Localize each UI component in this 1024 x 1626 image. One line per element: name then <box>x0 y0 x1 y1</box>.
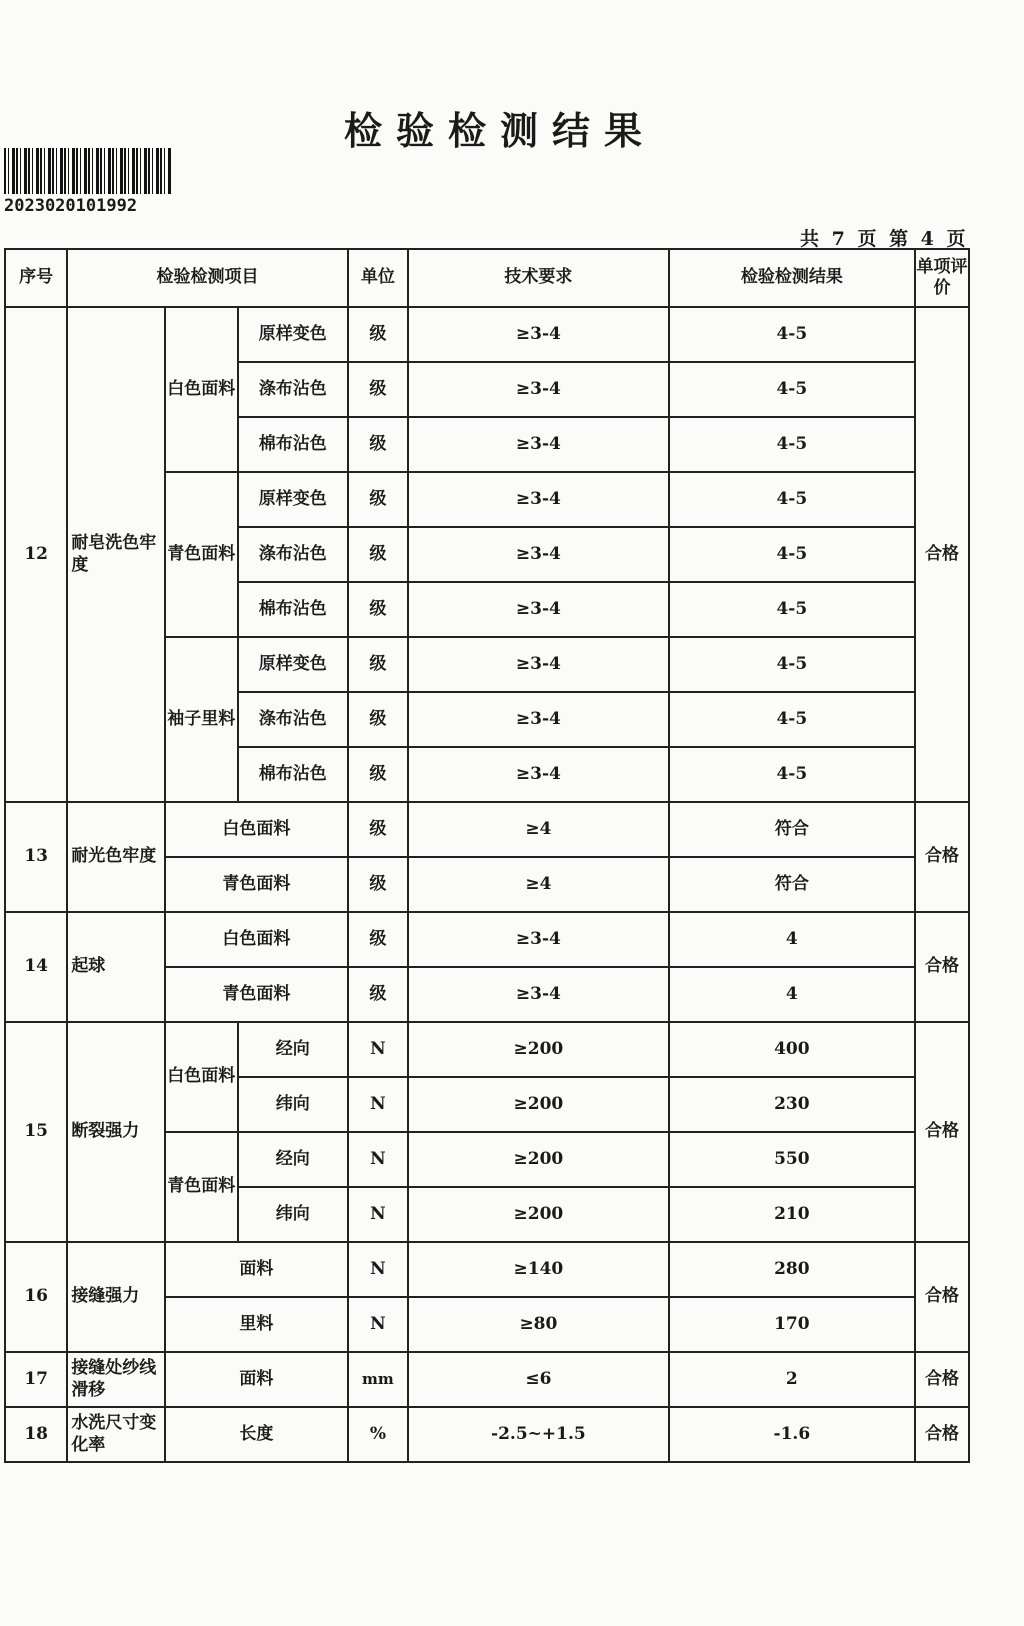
seq-cell: 16 <box>5 1242 67 1352</box>
result-cell: 4 <box>669 912 915 967</box>
requirement-cell: ≥200 <box>408 1077 669 1132</box>
requirement-cell: ≥3-4 <box>408 692 669 747</box>
header-seq: 序号 <box>5 249 67 307</box>
result-cell: 4-5 <box>669 472 915 527</box>
barcode-icon <box>4 148 172 194</box>
unit-cell: 级 <box>348 802 408 857</box>
unit-cell: 级 <box>348 362 408 417</box>
unit-cell: 级 <box>348 637 408 692</box>
unit-cell: 级 <box>348 692 408 747</box>
sub-item-cell: 面料 <box>165 1242 348 1297</box>
group-cell: 白色面料 <box>165 1022 238 1132</box>
result-cell: 400 <box>669 1022 915 1077</box>
unit-cell: mm <box>348 1352 408 1407</box>
table-row <box>5 1407 969 1462</box>
seq-cell: 18 <box>5 1407 67 1462</box>
unit-cell: 级 <box>348 472 408 527</box>
requirement-cell: ≥3-4 <box>408 967 669 1022</box>
barcode-number: 2023020101992 <box>4 196 138 216</box>
group-cell: 袖子里料 <box>165 637 238 802</box>
result-cell: 4-5 <box>669 692 915 747</box>
results-table <box>4 248 970 1463</box>
sub-item-cell: 长度 <box>165 1407 348 1462</box>
sub-item-cell: 涤布沾色 <box>238 692 348 747</box>
unit-cell: 级 <box>348 417 408 472</box>
sub-item-cell: 原样变色 <box>238 637 348 692</box>
item-cell: 接缝处纱线滑移 <box>67 1352 165 1407</box>
seq-cell: 14 <box>5 912 67 1022</box>
item-cell: 耐皂洗色牢度 <box>67 307 165 802</box>
item-cell: 起球 <box>67 912 165 1022</box>
result-cell: 4-5 <box>669 527 915 582</box>
result-cell: 4-5 <box>669 417 915 472</box>
table-row <box>5 307 969 362</box>
seq-cell: 17 <box>5 1352 67 1407</box>
requirement-cell: ≥200 <box>408 1187 669 1242</box>
requirement-cell: ≥4 <box>408 802 669 857</box>
seq-cell: 12 <box>5 307 67 802</box>
sub-item-cell: 纬向 <box>238 1187 348 1242</box>
result-cell: 符合 <box>669 802 915 857</box>
sub-item-cell: 白色面料 <box>165 912 348 967</box>
sub-item-cell: 青色面料 <box>165 967 348 1022</box>
table-row <box>5 1352 969 1407</box>
result-cell: 4 <box>669 967 915 1022</box>
requirement-cell: ≥4 <box>408 857 669 912</box>
requirement-cell: ≥3-4 <box>408 307 669 362</box>
header-item: 检验检测项目 <box>67 249 347 307</box>
unit-cell: N <box>348 1187 408 1242</box>
page-info: 共 7 页 第 4 页 <box>800 228 969 250</box>
group-cell: 青色面料 <box>165 1132 238 1242</box>
sub-item-cell: 里料 <box>165 1297 348 1352</box>
requirement-cell: ≥200 <box>408 1132 669 1187</box>
result-cell: 4-5 <box>669 747 915 802</box>
sub-item-cell: 经向 <box>238 1132 348 1187</box>
unit-cell: 级 <box>348 747 408 802</box>
requirement-cell: ≥200 <box>408 1022 669 1077</box>
result-cell: 280 <box>669 1242 915 1297</box>
requirement-cell: ≥3-4 <box>408 472 669 527</box>
seq-cell: 15 <box>5 1022 67 1242</box>
sub-item-cell: 青色面料 <box>165 857 348 912</box>
evaluation-cell: 合格 <box>915 307 969 802</box>
evaluation-cell: 合格 <box>915 912 969 1022</box>
table-row <box>5 802 969 857</box>
sub-item-cell: 涤布沾色 <box>238 527 348 582</box>
requirement-cell: ≥140 <box>408 1242 669 1297</box>
unit-cell: % <box>348 1407 408 1462</box>
result-cell: 符合 <box>669 857 915 912</box>
requirement-cell: ≥3-4 <box>408 417 669 472</box>
evaluation-cell: 合格 <box>915 1352 969 1407</box>
page-title: 检验检测结果 <box>343 108 656 153</box>
unit-cell: 级 <box>348 527 408 582</box>
header-evaluation: 单项评价 <box>915 249 969 307</box>
result-cell: 2 <box>669 1352 915 1407</box>
sub-item-cell: 涤布沾色 <box>238 362 348 417</box>
table-row <box>5 1242 969 1297</box>
result-cell: 230 <box>669 1077 915 1132</box>
result-cell: -1.6 <box>669 1407 915 1462</box>
requirement-cell: ≥3-4 <box>408 637 669 692</box>
result-cell: 4-5 <box>669 307 915 362</box>
unit-cell: N <box>348 1297 408 1352</box>
table-row <box>5 912 969 967</box>
unit-cell: N <box>348 1242 408 1297</box>
sub-item-cell: 纬向 <box>238 1077 348 1132</box>
evaluation-cell: 合格 <box>915 1022 969 1242</box>
requirement-cell: ≥3-4 <box>408 527 669 582</box>
unit-cell: 级 <box>348 967 408 1022</box>
sub-item-cell: 棉布沾色 <box>238 582 348 637</box>
item-cell: 断裂强力 <box>67 1022 165 1242</box>
requirement-cell: ≥3-4 <box>408 362 669 417</box>
evaluation-cell: 合格 <box>915 802 969 912</box>
unit-cell: 级 <box>348 307 408 362</box>
group-cell: 青色面料 <box>165 472 238 637</box>
result-cell: 170 <box>669 1297 915 1352</box>
requirement-cell: ≥80 <box>408 1297 669 1352</box>
result-cell: 210 <box>669 1187 915 1242</box>
sub-item-cell: 经向 <box>238 1022 348 1077</box>
sub-item-cell: 面料 <box>165 1352 348 1407</box>
requirement-cell: ≥3-4 <box>408 912 669 967</box>
evaluation-cell: 合格 <box>915 1407 969 1462</box>
table-row <box>5 1022 969 1077</box>
requirement-cell: -2.5~+1.5 <box>408 1407 669 1462</box>
table-header-row <box>5 249 969 307</box>
item-cell: 接缝强力 <box>67 1242 165 1352</box>
result-cell: 4-5 <box>669 582 915 637</box>
unit-cell: 级 <box>348 582 408 637</box>
header-result: 检验检测结果 <box>669 249 915 307</box>
unit-cell: 级 <box>348 912 408 967</box>
sub-item-cell: 白色面料 <box>165 802 348 857</box>
item-cell: 耐光色牢度 <box>67 802 165 912</box>
sub-item-cell: 原样变色 <box>238 307 348 362</box>
unit-cell: 级 <box>348 857 408 912</box>
result-cell: 4-5 <box>669 362 915 417</box>
item-cell: 水洗尺寸变化率 <box>67 1407 165 1462</box>
header-requirement: 技术要求 <box>408 249 669 307</box>
header-unit: 单位 <box>348 249 408 307</box>
sub-item-cell: 棉布沾色 <box>238 417 348 472</box>
result-cell: 550 <box>669 1132 915 1187</box>
evaluation-cell: 合格 <box>915 1242 969 1352</box>
requirement-cell: ≥3-4 <box>408 747 669 802</box>
sub-item-cell: 棉布沾色 <box>238 747 348 802</box>
requirement-cell: ≥3-4 <box>408 582 669 637</box>
sub-item-cell: 原样变色 <box>238 472 348 527</box>
group-cell: 白色面料 <box>165 307 238 472</box>
unit-cell: N <box>348 1077 408 1132</box>
requirement-cell: ≤6 <box>408 1352 669 1407</box>
unit-cell: N <box>348 1022 408 1077</box>
seq-cell: 13 <box>5 802 67 912</box>
result-cell: 4-5 <box>669 637 915 692</box>
unit-cell: N <box>348 1132 408 1187</box>
